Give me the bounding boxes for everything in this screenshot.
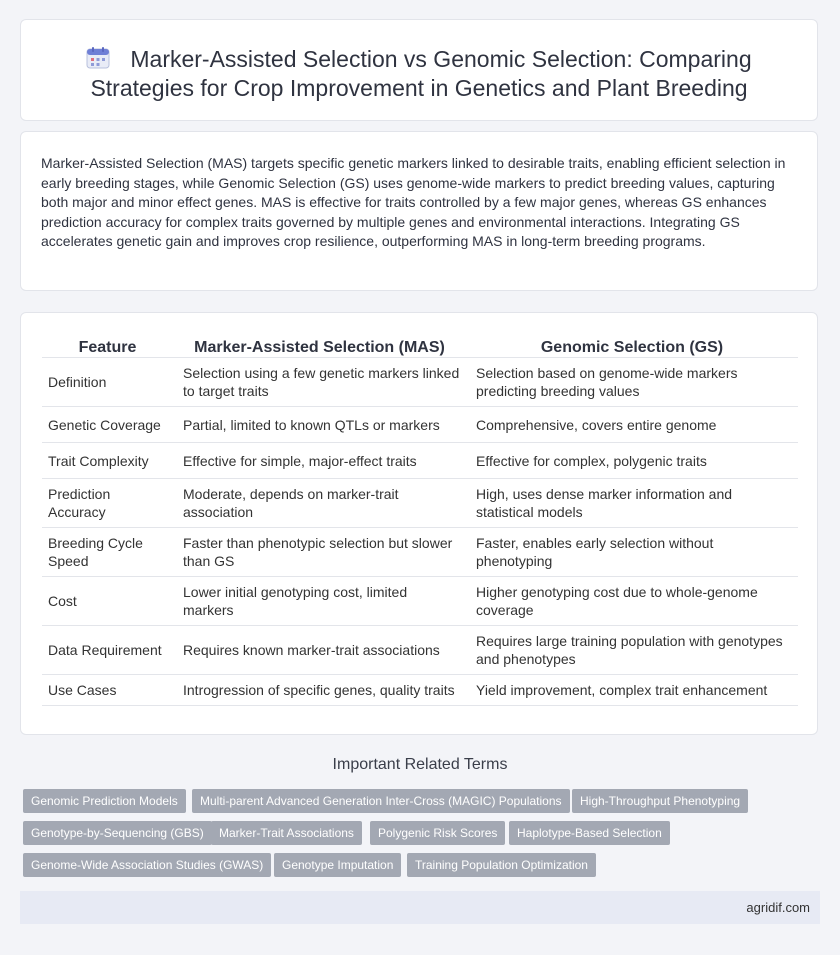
row-gs: Selection based on genome-wide markers predicting breeding values xyxy=(466,358,798,407)
title-card xyxy=(20,19,818,121)
tag-magic-populations[interactable]: Multi-parent Advanced Generation Inter-Cross (MAGIC) Populations xyxy=(192,789,570,813)
header-feature: Feature xyxy=(42,333,173,358)
table-row xyxy=(42,626,798,675)
row-gs: Effective for complex, polygenic traits xyxy=(466,443,798,479)
tag-marker-trait-associations[interactable]: Marker-Trait Associations xyxy=(211,821,362,845)
row-gs: Yield improvement, complex trait enhancement xyxy=(466,675,798,706)
tag-training-population-optimization[interactable]: Training Population Optimization xyxy=(407,853,596,877)
row-feature: Genetic Coverage xyxy=(42,407,173,443)
table-row xyxy=(42,443,798,479)
comparison-table xyxy=(42,333,798,706)
row-mas: Introgression of specific genes, quality traits xyxy=(173,675,466,706)
row-gs: Higher genotyping cost due to whole-genome coverage xyxy=(466,577,798,626)
table-row xyxy=(42,479,798,528)
table-row xyxy=(42,528,798,577)
row-mas: Partial, limited to known QTLs or markers xyxy=(173,407,466,443)
calendar-icon xyxy=(86,47,110,69)
table-row xyxy=(42,675,798,706)
row-feature: Definition xyxy=(42,358,173,407)
title-line-2: Strategies for Crop Improvement in Genetics and Plant Breeding xyxy=(90,75,748,101)
tag-haplotype-based-selection[interactable]: Haplotype-Based Selection xyxy=(509,821,670,845)
row-mas: Selection using a few genetic markers linked to target traits xyxy=(173,358,466,407)
row-feature: Prediction Accuracy xyxy=(42,479,173,528)
tag-polygenic-risk-scores[interactable]: Polygenic Risk Scores xyxy=(370,821,505,845)
intro-card xyxy=(20,131,818,291)
page-title xyxy=(21,20,817,103)
row-mas: Effective for simple, major-effect traits xyxy=(173,443,466,479)
header-gs: Genomic Selection (GS) xyxy=(466,333,798,358)
related-terms-title: Important Related Terms xyxy=(332,756,508,773)
row-gs: Requires large training population with genotypes and phenotypes xyxy=(466,626,798,675)
tag-gwas[interactable]: Genome-Wide Association Studies (GWAS) xyxy=(23,853,271,877)
row-gs: Comprehensive, covers entire genome xyxy=(466,407,798,443)
row-mas: Requires known marker-trait associations xyxy=(173,626,466,675)
footer xyxy=(20,891,820,924)
table-row xyxy=(42,358,798,407)
intro-paragraph: Marker-Assisted Selection (MAS) targets specific genetic markers linked to desirable traits, enabling efficient selection in early breeding stages, while Genomic Selection (GS) uses genome-wide markers to predict breeding values, capturing both major and minor effect genes. MAS is effective for traits controlled by a few major genes, whereas GS enhances prediction accuracy for complex traits governed by multiple genes and environmental interactions. Integrating GS accelerates genetic gain and improves crop resilience, outperforming MAS in long-term breeding programs. xyxy=(41,155,786,249)
row-feature: Cost xyxy=(42,577,173,626)
row-feature: Trait Complexity xyxy=(42,443,173,479)
row-mas: Faster than phenotypic selection but slower than GS xyxy=(173,528,466,577)
row-feature: Breeding Cycle Speed xyxy=(42,528,173,577)
row-mas: Moderate, depends on marker-trait association xyxy=(173,479,466,528)
row-gs: High, uses dense marker information and statistical models xyxy=(466,479,798,528)
row-feature: Use Cases xyxy=(42,675,173,706)
tag-gbs[interactable]: Genotype-by-Sequencing (GBS) xyxy=(23,821,212,845)
table-header-row xyxy=(42,333,798,358)
footer-site-link[interactable]: agridif.com xyxy=(746,900,810,915)
tag-high-throughput-phenotyping[interactable]: High-Throughput Phenotyping xyxy=(572,789,748,813)
row-feature: Data Requirement xyxy=(42,626,173,675)
tag-genotype-imputation[interactable]: Genotype Imputation xyxy=(274,853,401,877)
table-row xyxy=(42,407,798,443)
tag-genomic-prediction-models[interactable]: Genomic Prediction Models xyxy=(23,789,186,813)
row-mas: Lower initial genotyping cost, limited markers xyxy=(173,577,466,626)
table-row xyxy=(42,577,798,626)
title-line-1: Marker-Assisted Selection vs Genomic Selection: Comparing xyxy=(130,46,752,72)
row-gs: Faster, enables early selection without phenotyping xyxy=(466,528,798,577)
header-mas: Marker-Assisted Selection (MAS) xyxy=(173,333,466,358)
comparison-card xyxy=(20,312,818,735)
